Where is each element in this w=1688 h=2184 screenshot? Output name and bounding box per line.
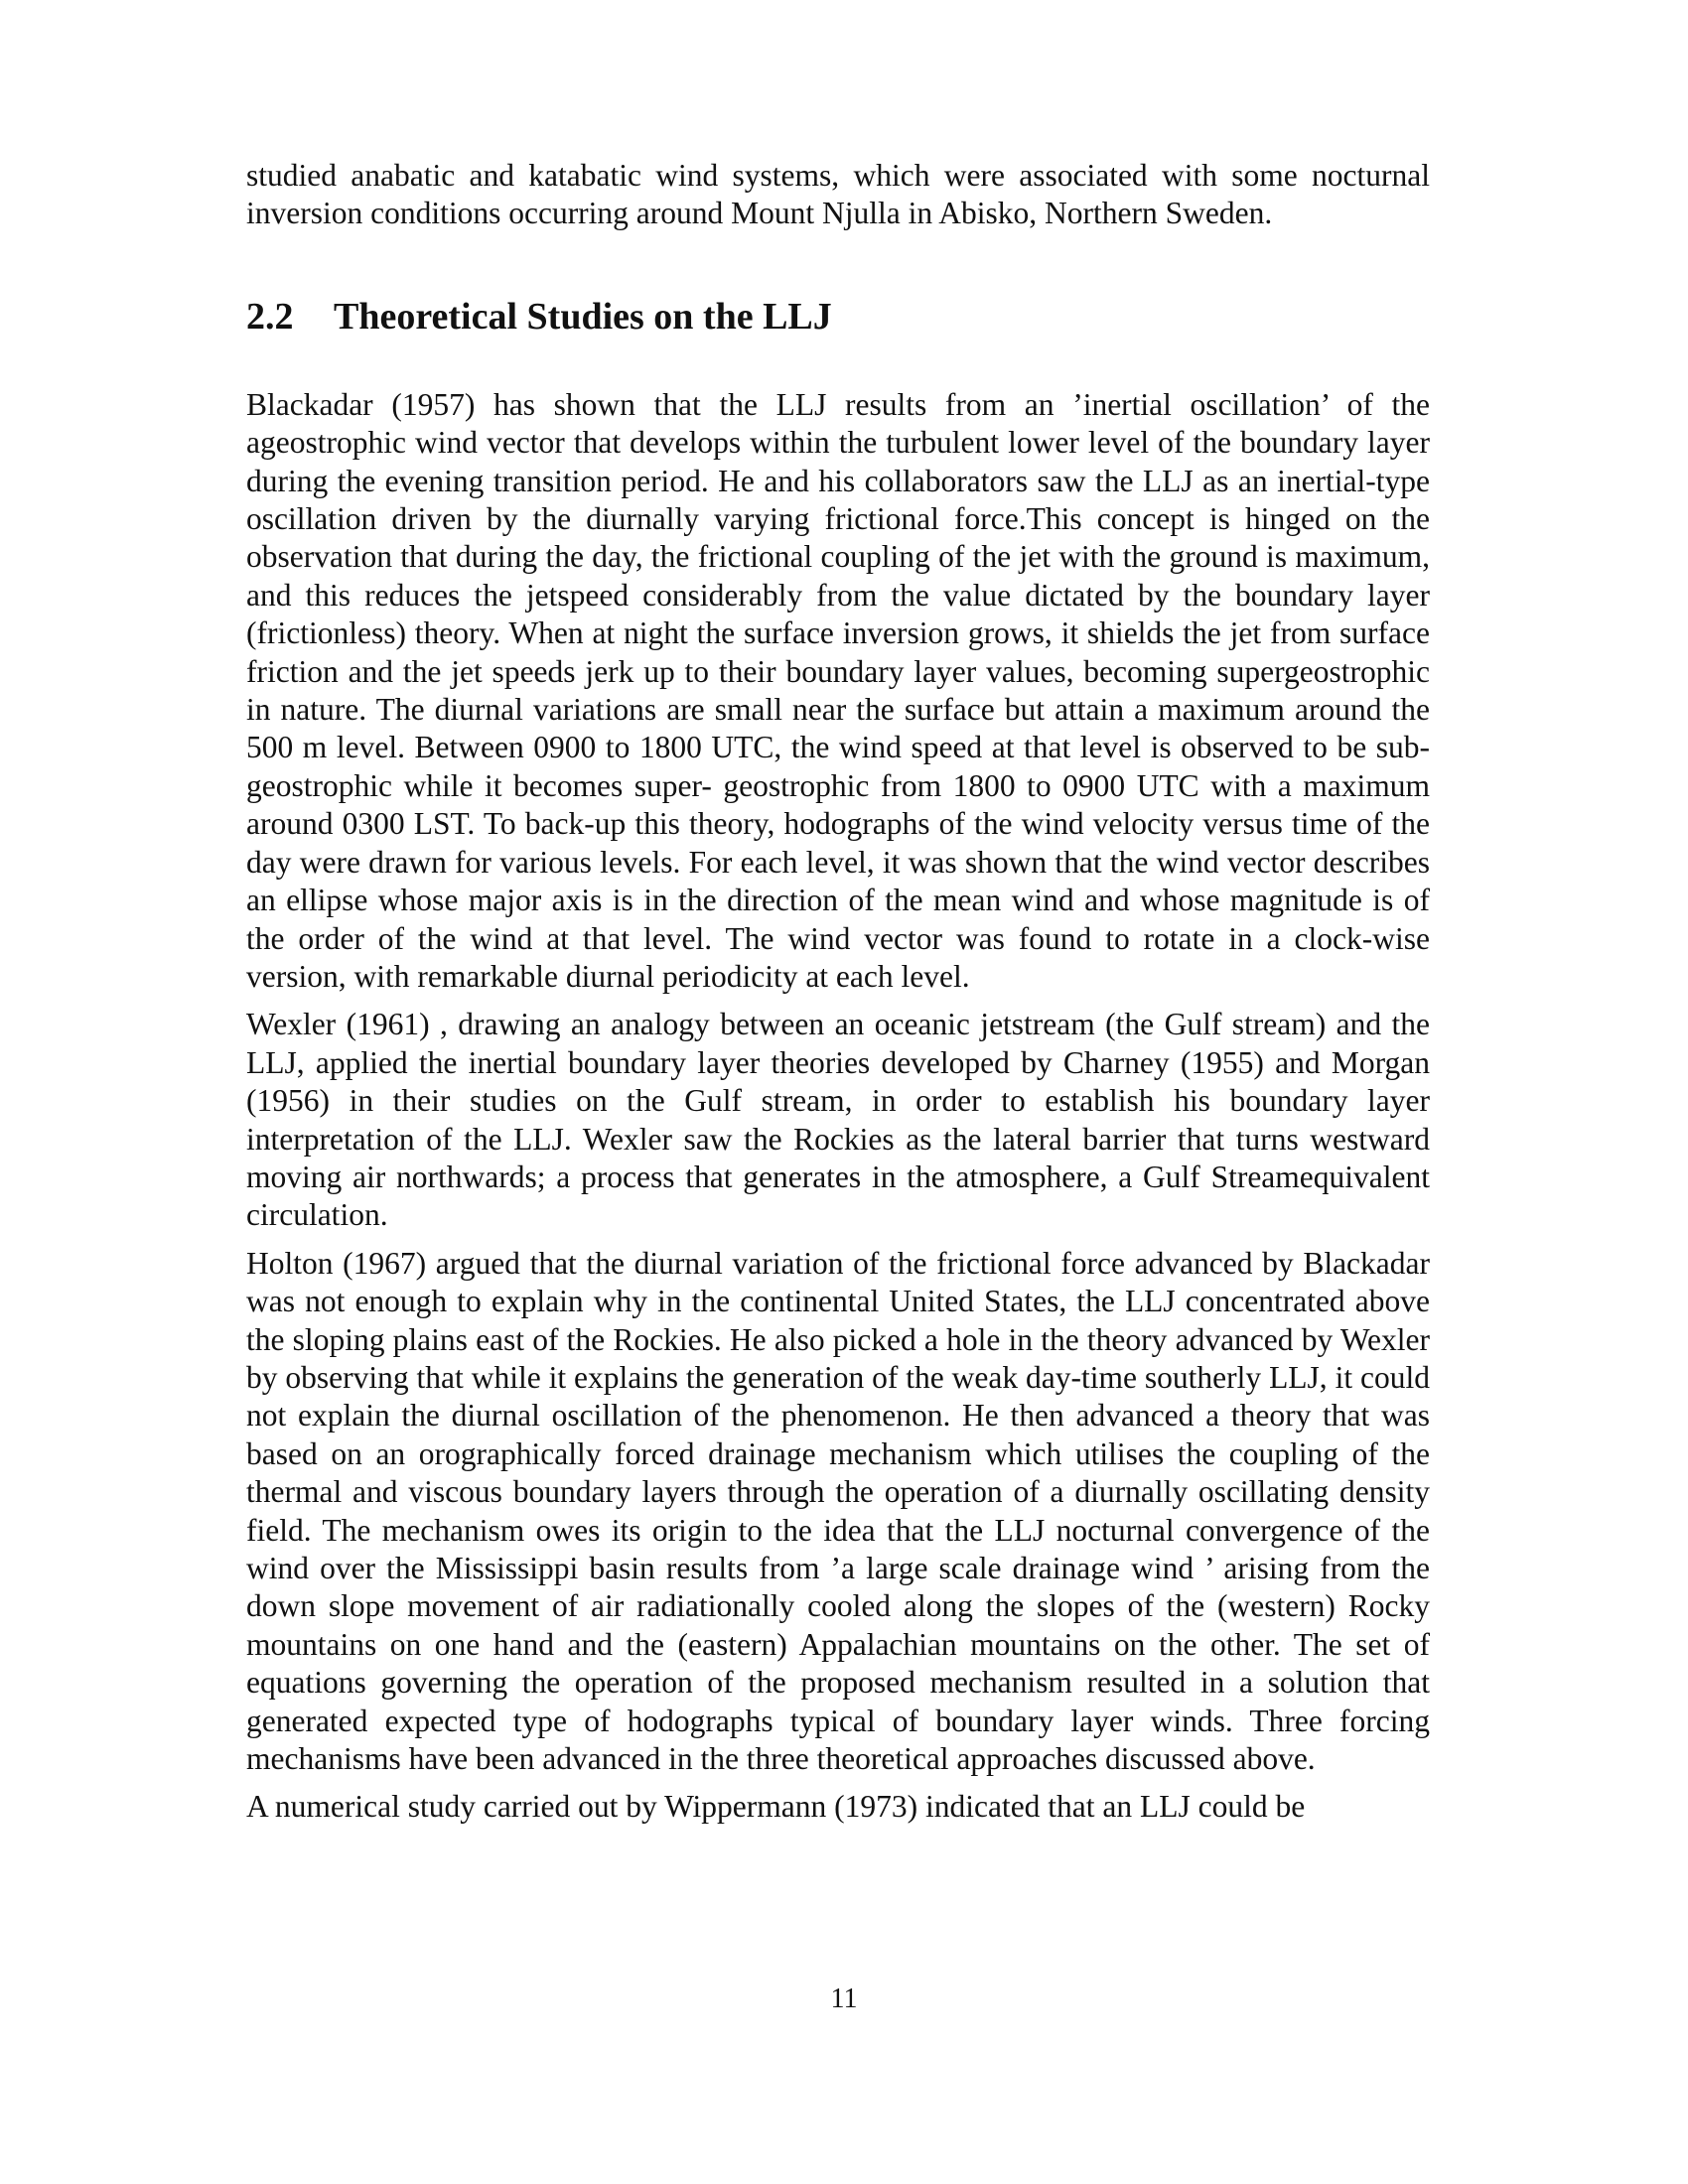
section-title: Theoretical Studies on the LLJ (334, 295, 832, 338)
page-body (246, 157, 1430, 1827)
section-heading (246, 295, 1430, 339)
paragraph-holton: Holton (1967) argued that the diurnal variation of the frictional force advanced by Blackadar was not enough to explain why in the continental United States, the LLJ concentrated above the sloping plains east of the Rockies. He also picked a hole in the theory advanced by Wexler by observing that while it explains the generation of the weak day-time southerly LLJ, it could not explain the diurnal oscillation of the phenomenon. He then advanced a theory that was based on an orographically forced drainage mechanism which utilises the coupling of the thermal and viscous boundary layers through the operation of a diurnally oscillating density field. The mechanism owes its origin to the idea that the LLJ nocturnal convergence of the wind over the Mississippi basin results from ’a large scale drainage wind ’ arising from the down slope movement of air radiationally cooled along the slopes of the (western) Rocky mountains on one hand and the (eastern) Appalachian mountains on the other. The set of equations governing the operation of the proposed mechanism resulted in a solution that generated expected type of hodographs typical of boundary layer winds. Three forcing mechanisms have been advanced in the three theoretical approaches discussed above. (246, 1245, 1430, 1777)
paragraph-wexler: Wexler (1961) , drawing an analogy between an oceanic jetstream (the Gulf stream) and the LLJ, applied the inertial boundary layer theories developed by Charney (1955) and Morgan (1956) in their studies on the Gulf stream, in order to establish his boundary layer interpretation of the LLJ. Wexler saw the Rockies as the lateral barrier that turns westward moving air northwards; a process that generates in the atmosphere, a Gulf Streamequivalent circulation. (246, 1007, 1430, 1233)
intro-paragraph: studied anabatic and katabatic wind systems, which were associated with some nocturnal inversion conditions occurring around Mount Njulla in Abisko, Northern Sweden. (246, 158, 1430, 231)
paragraph-blackadar: Blackadar (1957) has shown that the LLJ results from an ’inertial oscillation’ of the ageostrophic wind vector that develops within the turbulent lower level of the boundary layer during the evening transition period. He and his collaborators saw the LLJ as an inertial-type oscillation driven by the diurnally varying frictional force.This concept is hinged on the observation that during the day, the frictional coupling of the jet with the ground is maximum, and this reduces the jetspeed considerably from the value dictated by the boundary layer (frictionless) theory. When at night the surface inversion grows, it shields the jet from surface friction and the jet speeds jerk up to their boundary layer values, becoming supergeostrophic in nature. The diurnal variations are small near the surface but attain a maximum around the 500 m level. Between 0900 to 1800 UTC, the wind speed at that level is observed to be sub- geostrophic while it becomes super- geostrophic from 1800 to 0900 UTC with a maximum around 0300 LST. To back-up this theory, hodographs of the wind velocity versus time of the day were drawn for various levels. For each level, it was shown that the wind vector describes an ellipse whose major axis is in the direction of the mean wind and whose magnitude is of the order of the wind at that level. The wind vector was found to rotate in a clock-wise version, with remarkable diurnal periodicity at each level. (246, 386, 1430, 994)
page-number: 11 (830, 1983, 858, 2014)
section-number: 2.2 (246, 295, 294, 338)
paragraph-wippermann: A numerical study carried out by Wippermann (1973) indicated that an LLJ could be (246, 1789, 1306, 1825)
